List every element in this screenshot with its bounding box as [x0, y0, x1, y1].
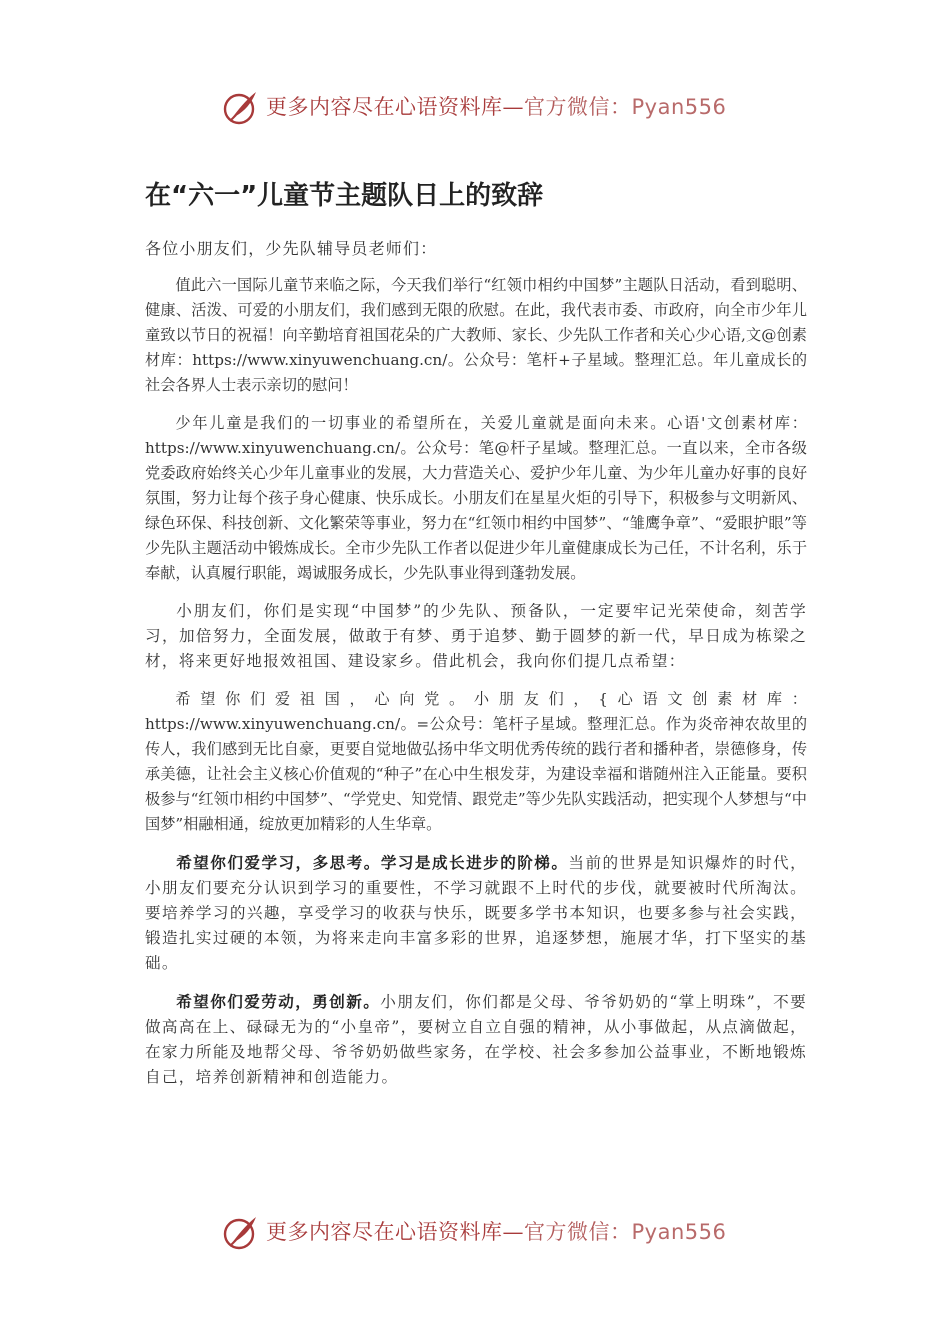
header-banner-text	[266, 91, 726, 121]
paragraph-1: 值此六一国际儿童节来临之际，今天我们举行“红领巾相约中国梦”主题队日活动，看到聪明、健康、活泼、可爱的小朋友们，我们感到无限的欣慰。在此，我代表市委、市政府，向全市少年儿童致以节日的祝福！向辛勤培育祖国花朵的广大教师、家长、少先队工作者和关心少心语,文@创素材库：https://www.xinyuwenchuang.cn/。公众号：笔杆+子星域。整理汇总。年儿童成长的社会各界人士表示亲切的慰问！	[145, 276, 807, 394]
quill-logo-icon	[222, 88, 260, 126]
header-wechat-label: 官方微信：	[524, 95, 632, 119]
paragraph-5	[145, 850, 807, 976]
paragraph-6-lead: 希望你们爱劳动，勇创新。	[176, 992, 381, 1011]
header-banner	[0, 80, 950, 130]
paragraph-5-lead: 希望你们爱学习，多思考。学习是成长进步的阶梯。	[176, 853, 569, 872]
footer-banner-text	[266, 1216, 726, 1246]
header-wechat-id: Pyan556	[631, 95, 727, 119]
footer-dash: —	[502, 1220, 524, 1244]
paragraph-5-body: 当前的世界是知识爆炸的时代，小朋友们要充分认识到学习的重要性，不学习就跟不上时代的步伐，就要被时代所淘汰。要培养学习的兴趣，享受学习的收获与快乐，既要多学书本知识，也要多参与社会实践，锻造扎实过硬的本领，为将来走向丰富多彩的世界，追逐梦想，施展才华，打下坚实的基础。	[145, 854, 808, 972]
paragraph-2: 少年儿童是我们的一切事业的希望所在，关爱儿童就是面向未来。心语'文创素材库：https://www.xinyuwenchuang.cn/。公众号：笔@杆子星域。整理汇总。一直以来，全市各级党委政府始终关心少年儿童事业的发展，大力营造关心、爱护少年儿童、为少年儿童办好事的良好氛围，努力让每个孩子身心健康、快乐成长。小朋友们在星星火炬的引导下，积极参与文明新风、绿色环保、科技创新、文化繁荣等事业，努力在“红领巾相约中国梦”、“雏鹰争章”、“爱眼护眼”等少先队主题活动中锻炼成长。全市少先队工作者以促进少年儿童健康成长为己任，不计名利，乐于奉献，认真履行职能，竭诚服务成长，少先队事业得到蓬勃发展。	[145, 414, 807, 582]
footer-wechat-label: 官方微信：	[524, 1220, 632, 1244]
greeting: 各位小朋友们，少先队辅导员老师们：	[145, 239, 438, 258]
paragraph-6	[145, 989, 807, 1090]
paragraph-4: 希望你们爱祖国，心向党。小朋友们，{心语文创素材库：https://www.xinyuwenchuang.cn/。=公众号：笔杆子星域。整理汇总。作为炎帝神农故里的传人，我们感到无比自豪，更要自觉地做弘扬中华文明优秀传统的践行者和播种者，崇德修身，传承美德，让社会主义核心价值观的“种子”在心中生根发芽，为建设幸福和谐随州注入正能量。要积极参与“红领巾相约中国梦”、“学党史、知党情、跟党走”等少先队实践活动，把实现个人梦想与“中国梦”相融相通，绽放更加精彩的人生华章。	[145, 690, 807, 833]
paragraph-3: 小朋友们，你们是实现“中国梦”的少先队、预备队，一定要牢记光荣使命，刻苦学习，加倍努力，全面发展，做敢于有梦、勇于追梦、勤于圆梦的新一代，早日成为栋梁之材，将来更好地报效祖国、建设家乡。借此机会，我向你们提几点希望：	[145, 602, 807, 670]
header-brand-text: 更多内容尽在心语资料库	[266, 95, 503, 119]
paragraph-6-body: 小朋友们，你们都是父母、爷爷奶奶的“掌上明珠”，不要做高高在上、碌碌无为的“小皇帝”，要树立自立自强的精神，从小事做起，从点滴做起，在家力所能及地帮父母、爷爷奶奶做些家务，在学校、社会多参加公益事业，不断地锻炼自己，培养创新精神和创造能力。	[145, 993, 807, 1086]
footer-wechat-id: Pyan556	[631, 1220, 727, 1244]
quill-logo-icon	[222, 1213, 260, 1251]
page-title: 在“六一”儿童节主题队日上的致辞	[145, 181, 544, 211]
footer-brand-text: 更多内容尽在心语资料库	[266, 1220, 503, 1244]
document-body	[145, 176, 807, 1103]
footer-banner	[0, 1205, 950, 1255]
header-dash: —	[502, 95, 524, 119]
